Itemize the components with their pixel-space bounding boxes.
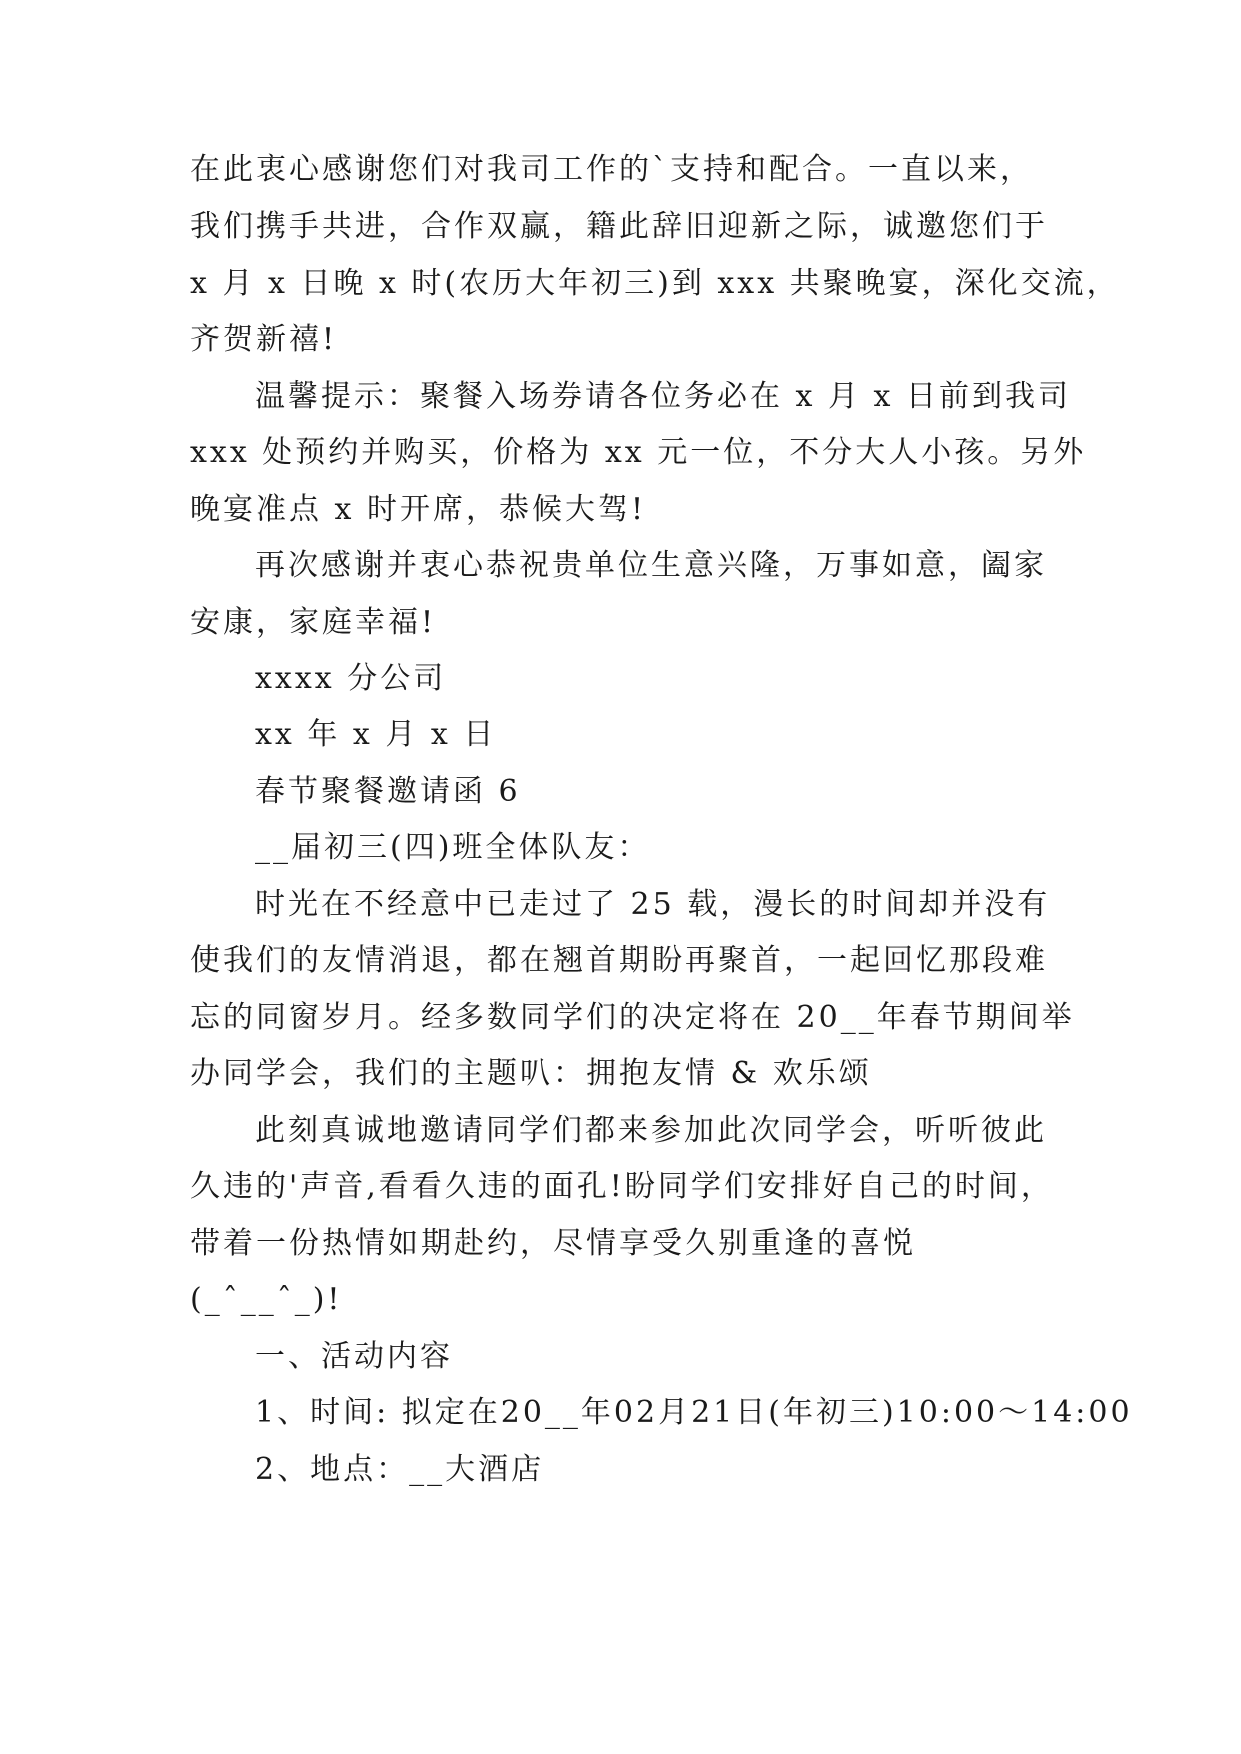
paragraph-line: (_ˆ__ˆ_)!	[190, 1282, 343, 1317]
paragraph-line: 此刻真诚地邀请同学们都来参加此次同学会，听听彼此	[255, 1113, 1047, 1148]
paragraph-line: 晚宴准点 x 时开席，恭候大驾!	[190, 492, 647, 527]
paragraph-line: 时光在不经意中已走过了 25 载，漫长的时间却并没有	[255, 887, 1051, 922]
list-item: 1、时间: 拟定在20__年02月21日(年初三)10:00～14:00	[255, 1395, 1133, 1430]
paragraph-line: 齐贺新禧!	[190, 322, 338, 357]
paragraph-line: 使我们的友情消退，都在翘首期盼再聚首，一起回忆那段难	[190, 943, 1048, 978]
tip-line: 温馨提示：聚餐入场券请各位务必在 x 月 x 日前到我司	[255, 379, 1071, 414]
paragraph-line: 在此衷心感谢您们对我司工作的`支持和配合。一直以来，	[190, 152, 1033, 187]
paragraph-line: x 月 x 日晚 x 时(农历大年初三)到 xxx 共聚晚宴，深化交流，	[190, 266, 1120, 301]
salutation: __届初三(四)班全体队友：	[255, 830, 651, 865]
paragraph-line: xxx 处预约并购买，价格为 xx 元一位，不分大人小孩。另外	[190, 435, 1087, 470]
paragraph-line: 我们携手共进，合作双赢，籍此辞旧迎新之际，诚邀您们于	[190, 209, 1048, 244]
paragraph-line: 办同学会，我们的主题叭：拥抱友情 & 欢乐颂	[190, 1056, 872, 1091]
paragraph-line: 安康，家庭幸福!	[190, 605, 437, 640]
paragraph-line: 再次感谢并衷心恭祝贵单位生意兴隆，万事如意，阖家	[255, 548, 1047, 583]
section-heading: 一、活动内容	[255, 1339, 453, 1374]
paragraph-line: 带着一份热情如期赴约，尽情享受久别重逢的喜悦	[190, 1226, 916, 1261]
signature-company: xxxx 分公司	[255, 661, 447, 696]
paragraph-line: 忘的同窗岁月。经多数同学们的决定将在 20__年春节期间举	[190, 1000, 1075, 1035]
signature-date: xx 年 x 月 x 日	[255, 717, 497, 752]
section-title: 春节聚餐邀请函 6	[255, 774, 521, 809]
list-item: 2、地点：__大酒店	[255, 1452, 545, 1487]
paragraph-line: 久违的'声音,看看久违的面孔!盼同学们安排好自己的时间，	[190, 1169, 1054, 1204]
